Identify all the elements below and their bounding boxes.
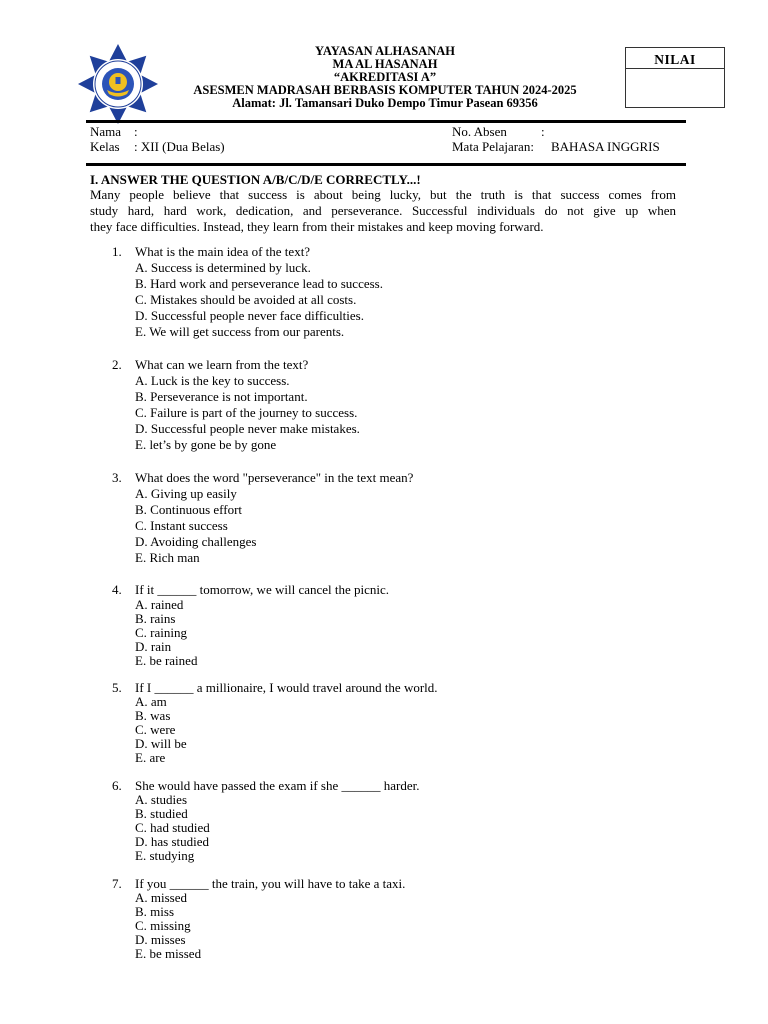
question-text: What can we learn from the text? [135, 357, 309, 372]
question-number: 6. [112, 778, 122, 793]
name-label: Nama [90, 124, 122, 139]
question-text: What does the word "perseverance" in the text mean? [135, 470, 414, 485]
option-b[interactable]: B. studied [135, 806, 188, 821]
school-emblem-icon [78, 44, 158, 124]
school-address: Alamat: Jl. Tamansari Duko Dempo Timur Pasean 69356 [232, 96, 538, 110]
option-c[interactable]: C. had studied [135, 820, 210, 835]
subject-label: Mata Pelajaran: [452, 139, 534, 154]
option-b[interactable]: B. Perseverance is not important. [135, 389, 308, 404]
option-b[interactable]: B. miss [135, 904, 175, 919]
name-field[interactable]: : [134, 124, 138, 139]
option-e[interactable]: E. be missed [135, 946, 202, 961]
reading-passage [90, 187, 676, 235]
option-c[interactable]: C. raining [135, 625, 187, 640]
option-c[interactable]: C. Instant success [135, 518, 228, 533]
option-e[interactable]: E. let’s by gone be by gone [135, 437, 277, 452]
option-d[interactable]: D. has studied [135, 834, 210, 849]
option-d[interactable]: D. Successful people never make mistakes. [135, 421, 360, 436]
option-b[interactable]: B. Continuous effort [135, 502, 243, 517]
score-box[interactable] [625, 47, 725, 108]
question-number: 7. [112, 876, 122, 891]
option-a[interactable]: A. Luck is the key to success. [135, 373, 290, 388]
question-number: 3. [112, 470, 122, 485]
option-a[interactable]: A. rained [135, 597, 184, 612]
option-e[interactable]: E. studying [135, 848, 195, 863]
question-number: 5. [112, 680, 122, 695]
score-divider [626, 68, 724, 69]
option-e[interactable]: E. be rained [135, 653, 198, 668]
option-a[interactable]: A. missed [135, 890, 187, 905]
option-a[interactable]: A. Success is determined by luck. [135, 260, 311, 275]
option-a[interactable]: A. am [135, 694, 167, 709]
option-c[interactable]: C. Failure is part of the journey to success. [135, 405, 358, 420]
absen-field[interactable]: : [541, 124, 545, 139]
header-divider [86, 120, 686, 123]
foundation-name: YAYASAN ALHASANAH [315, 44, 455, 58]
option-d[interactable]: D. rain [135, 639, 172, 654]
option-d[interactable]: D. Avoiding challenges [135, 534, 257, 549]
option-d[interactable]: D. misses [135, 932, 186, 947]
question-number: 4. [112, 582, 122, 597]
question-text: She would have passed the exam if she ______ harder. [135, 778, 420, 793]
question-text: If I ______ a millionaire, I would travel around the world. [135, 680, 438, 695]
option-c[interactable]: C. missing [135, 918, 191, 933]
option-d[interactable]: D. will be [135, 736, 187, 751]
question-text: If it ______ tomorrow, we will cancel the picnic. [135, 582, 390, 597]
option-e[interactable]: E. We will get success from our parents. [135, 324, 345, 339]
option-c[interactable]: C. were [135, 722, 176, 737]
passage-line: Many people believe that success is about being lucky, but the truth is that success comes from [90, 187, 676, 202]
exam-title: ASESMEN MADRASAH BERBASIS KOMPUTER TAHUN 2024-2025 [193, 83, 577, 97]
option-b[interactable]: B. rains [135, 611, 176, 626]
option-b[interactable]: B. was [135, 708, 171, 723]
question-number: 2. [112, 357, 122, 372]
passage-line: they face difficulties. Instead, they learn from their mistakes and keep moving forward. [90, 219, 544, 234]
section-title: I. ANSWER THE QUESTION A/B/C/D/E CORRECTLY...! [90, 172, 421, 187]
question-text: If you ______ the train, you will have to take a taxi. [135, 876, 406, 891]
option-e[interactable]: E. Rich man [135, 550, 200, 565]
option-b[interactable]: B. Hard work and perseverance lead to success. [135, 276, 383, 291]
school-name: MA AL HASANAH [332, 57, 438, 71]
score-label: NILAI [654, 52, 696, 67]
absen-label: No. Absen [452, 124, 507, 139]
info-divider [86, 163, 686, 166]
option-e[interactable]: E. are [135, 750, 166, 765]
question-number: 1. [112, 244, 122, 259]
option-a[interactable]: A. studies [135, 792, 187, 807]
class-label: Kelas [90, 139, 120, 154]
option-a[interactable]: A. Giving up easily [135, 486, 237, 501]
accreditation: “AKREDITASI A” [333, 70, 437, 84]
option-c[interactable]: C. Mistakes should be avoided at all costs. [135, 292, 357, 307]
subject-value: BAHASA INGGRIS [551, 139, 660, 154]
passage-line: study hard, hard work, dedication, and perseverance. Successful individuals do not give up when [90, 203, 676, 218]
option-d[interactable]: D. Successful people never face difficulties. [135, 308, 364, 323]
question-text: What is the main idea of the text? [135, 244, 311, 259]
class-value: : XII (Dua Belas) [134, 139, 225, 154]
